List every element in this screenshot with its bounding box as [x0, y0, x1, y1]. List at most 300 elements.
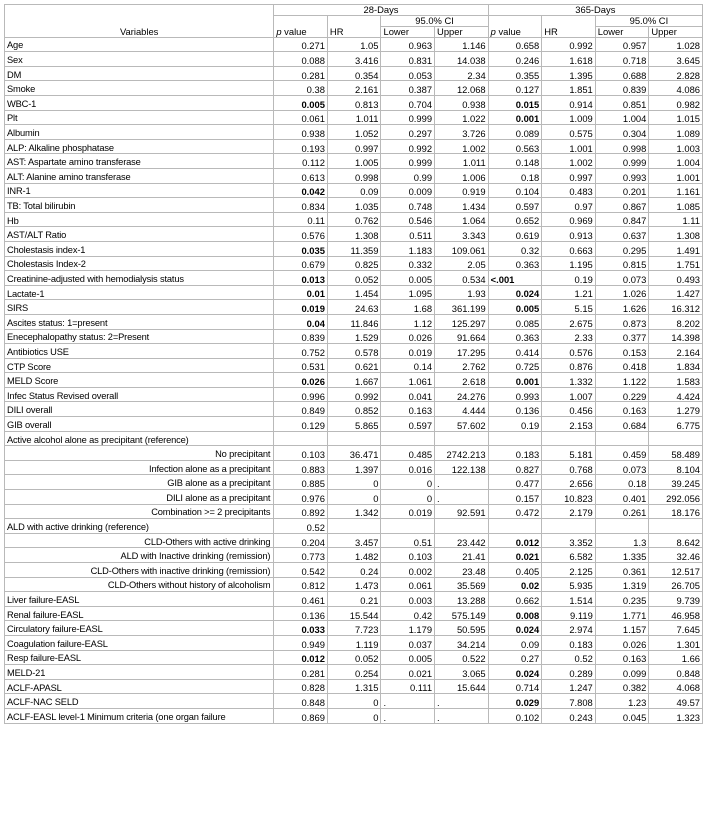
value-cell: 0.957	[595, 37, 649, 52]
value-cell: 0.938	[435, 96, 489, 111]
table-row	[5, 475, 703, 490]
hr-header-365: HR	[542, 15, 596, 37]
value-cell: 0.725	[488, 358, 542, 373]
value-cell: 1.11	[649, 212, 703, 227]
value-cell: 0.852	[327, 402, 381, 417]
variable-label: TB: Total bilirubin	[5, 198, 274, 213]
value-cell: 0.848	[274, 694, 328, 709]
value-cell: 0.103	[274, 446, 328, 461]
value-cell: 1.454	[327, 285, 381, 300]
value-cell: 1.183	[381, 241, 435, 256]
value-cell: 32.46	[649, 548, 703, 563]
value-cell: 0.997	[327, 139, 381, 154]
value-cell: 1.052	[327, 125, 381, 140]
lower-header-365: Lower	[595, 26, 649, 37]
value-cell: 1.015	[649, 110, 703, 125]
variable-label: GIB overall	[5, 417, 274, 432]
value-cell: 1.618	[542, 52, 596, 67]
group-header-365-days: 365-Days	[488, 5, 702, 16]
value-cell: 0.024	[488, 621, 542, 636]
value-cell: 1.195	[542, 256, 596, 271]
value-cell: 0.546	[381, 212, 435, 227]
value-cell: 0.652	[488, 212, 542, 227]
value-cell: 0.575	[542, 125, 596, 140]
variable-label: No precipitant	[5, 446, 274, 461]
value-cell: 24.63	[327, 300, 381, 315]
value-cell: 1.05	[327, 37, 381, 52]
value-cell: 0.885	[274, 475, 328, 490]
value-cell: 0.009	[381, 183, 435, 198]
value-cell: 0.136	[274, 606, 328, 621]
value-cell: 0.289	[542, 665, 596, 680]
value-cell: 1.93	[435, 285, 489, 300]
value-cell: 1.332	[542, 373, 596, 388]
value-cell: 1.308	[327, 227, 381, 242]
statistics-table-container	[4, 4, 703, 724]
value-cell: 0.762	[327, 212, 381, 227]
variable-label: MELD Score	[5, 373, 274, 388]
value-cell: 39.245	[649, 475, 703, 490]
value-cell: 0.332	[381, 256, 435, 271]
table-row	[5, 373, 703, 388]
value-cell: 1.002	[542, 154, 596, 169]
value-cell: 12.068	[435, 81, 489, 96]
value-cell: 0.005	[381, 271, 435, 286]
table-row	[5, 110, 703, 125]
value-cell: 0.005	[488, 300, 542, 315]
value-cell: 1.583	[649, 373, 703, 388]
variable-label: ALD with active drinking (reference)	[5, 519, 274, 534]
value-cell: 0.012	[274, 650, 328, 665]
value-cell: 0.999	[381, 154, 435, 169]
value-cell: 0.254	[327, 665, 381, 680]
value-cell: 16.312	[649, 300, 703, 315]
value-cell: 1.085	[649, 198, 703, 213]
value-cell: 11.359	[327, 241, 381, 256]
value-cell: 0.663	[542, 241, 596, 256]
value-cell: 125.297	[435, 314, 489, 329]
value-cell: 21.41	[435, 548, 489, 563]
variable-label: Hb	[5, 212, 274, 227]
table-row	[5, 548, 703, 563]
value-cell: 0.827	[488, 460, 542, 475]
variable-label: Antibiotics USE	[5, 344, 274, 359]
table-row	[5, 271, 703, 286]
value-cell: 0.261	[595, 504, 649, 519]
value-cell: 23.442	[435, 533, 489, 548]
value-cell: 49.57	[649, 694, 703, 709]
table-row	[5, 490, 703, 505]
value-cell: 1.851	[542, 81, 596, 96]
value-cell: 0.026	[381, 329, 435, 344]
value-cell: 0.511	[381, 227, 435, 242]
table-row	[5, 96, 703, 111]
variable-label: ALP: Alkaline phosphatase	[5, 139, 274, 154]
table-row	[5, 168, 703, 183]
value-cell: 1.002	[435, 139, 489, 154]
value-cell: 0.235	[595, 592, 649, 607]
table-row	[5, 37, 703, 52]
table-row	[5, 81, 703, 96]
value-cell: 1.315	[327, 679, 381, 694]
value-cell: 46.958	[649, 606, 703, 621]
value-cell: 0.456	[542, 402, 596, 417]
value-cell: 1.21	[542, 285, 596, 300]
variable-label: ACLF-NAC SELD	[5, 694, 274, 709]
variable-label: AST: Aspartate amino transferase	[5, 154, 274, 169]
value-cell: 0.045	[595, 708, 649, 723]
value-cell	[327, 519, 381, 534]
value-cell: 1.161	[649, 183, 703, 198]
variable-label: Infec Status Revised overall	[5, 387, 274, 402]
value-cell: 17.295	[435, 344, 489, 359]
value-cell: 1.007	[542, 387, 596, 402]
value-cell: .	[435, 490, 489, 505]
value-cell: 0.839	[274, 329, 328, 344]
value-cell: 0.892	[274, 504, 328, 519]
value-cell: 0.073	[595, 460, 649, 475]
value-cell: 1.026	[595, 285, 649, 300]
table-row	[5, 460, 703, 475]
value-cell: 2.974	[542, 621, 596, 636]
value-cell: 1.122	[595, 373, 649, 388]
table-row	[5, 52, 703, 67]
value-cell: 0.993	[488, 387, 542, 402]
variable-label: Lactate-1	[5, 285, 274, 300]
value-cell: 0.938	[274, 125, 328, 140]
value-cell: 0.718	[595, 52, 649, 67]
variable-label: Combination >= 2 precipitants	[5, 504, 274, 519]
value-cell: 0.969	[542, 212, 596, 227]
variable-label: ACLF-APASL	[5, 679, 274, 694]
value-cell: 1.003	[649, 139, 703, 154]
value-cell: 0.129	[274, 417, 328, 432]
value-cell: 0.768	[542, 460, 596, 475]
value-cell: 0.015	[488, 96, 542, 111]
table-row	[5, 446, 703, 461]
value-cell: 0.461	[274, 592, 328, 607]
value-cell: 0.229	[595, 387, 649, 402]
value-cell: 0.037	[381, 635, 435, 650]
value-cell: 0.377	[595, 329, 649, 344]
table-row	[5, 329, 703, 344]
value-cell: 0.363	[488, 256, 542, 271]
variable-label: DILI alone as a precipitant	[5, 490, 274, 505]
value-cell: 9.739	[649, 592, 703, 607]
value-cell: 7.723	[327, 621, 381, 636]
p-value-header-28: p value	[274, 15, 328, 37]
value-cell: 0.542	[274, 563, 328, 578]
value-cell: 0.847	[595, 212, 649, 227]
value-cell: 0.27	[488, 650, 542, 665]
variable-label: ALT: Alanine amino transferase	[5, 168, 274, 183]
value-cell: 0.999	[595, 154, 649, 169]
value-cell: 0.026	[274, 373, 328, 388]
value-cell: 5.181	[542, 446, 596, 461]
value-cell: 0.849	[274, 402, 328, 417]
value-cell: 0.637	[595, 227, 649, 242]
table-row	[5, 694, 703, 709]
value-cell: 0.828	[274, 679, 328, 694]
value-cell: 2.33	[542, 329, 596, 344]
value-cell: 0.008	[488, 606, 542, 621]
value-cell: 2.675	[542, 314, 596, 329]
value-cell: 0.999	[381, 110, 435, 125]
value-cell: 0.684	[595, 417, 649, 432]
value-cell: 0.99	[381, 168, 435, 183]
table-row	[5, 154, 703, 169]
table-row	[5, 66, 703, 81]
value-cell: 0.111	[381, 679, 435, 694]
value-cell: 9.119	[542, 606, 596, 621]
value-cell: 12.517	[649, 563, 703, 578]
value-cell: 1.005	[327, 154, 381, 169]
value-cell: 0	[381, 475, 435, 490]
value-cell: 0.485	[381, 446, 435, 461]
value-cell: 0.992	[381, 139, 435, 154]
value-cell: 0.09	[327, 183, 381, 198]
value-cell: 0.24	[327, 563, 381, 578]
value-cell: 0.157	[488, 490, 542, 505]
value-cell: 0.405	[488, 563, 542, 578]
value-cell: 0.867	[595, 198, 649, 213]
value-cell: 0.679	[274, 256, 328, 271]
value-cell: 0.04	[274, 314, 328, 329]
value-cell: 8.202	[649, 314, 703, 329]
value-cell: 0.976	[274, 490, 328, 505]
value-cell: 0.493	[649, 271, 703, 286]
value-cell	[327, 431, 381, 446]
value-cell: 58.489	[649, 446, 703, 461]
table-row	[5, 563, 703, 578]
value-cell	[488, 519, 542, 534]
value-cell: 0.522	[435, 650, 489, 665]
value-cell: 0.998	[595, 139, 649, 154]
value-cell: 2.762	[435, 358, 489, 373]
value-cell: 0.112	[274, 154, 328, 169]
value-cell: 1.3	[595, 533, 649, 548]
ci-header-28: 95.0% CI	[381, 15, 488, 26]
value-cell: 0.271	[274, 37, 328, 52]
table-row	[5, 650, 703, 665]
value-cell: 57.602	[435, 417, 489, 432]
value-cell: 0.354	[327, 66, 381, 81]
value-cell: 0.613	[274, 168, 328, 183]
value-cell: 1.001	[542, 139, 596, 154]
table-row	[5, 592, 703, 607]
group-header-28-days: 28-Days	[274, 5, 488, 16]
value-cell: 0.658	[488, 37, 542, 52]
value-cell: 0.005	[381, 650, 435, 665]
value-cell: 2.656	[542, 475, 596, 490]
value-cell: .	[381, 694, 435, 709]
value-cell: 3.457	[327, 533, 381, 548]
variable-label: Coagulation failure-EASL	[5, 635, 274, 650]
value-cell: 0.831	[381, 52, 435, 67]
variable-label: Smoke	[5, 81, 274, 96]
value-cell: 0.998	[327, 168, 381, 183]
value-cell: 8.642	[649, 533, 703, 548]
value-cell: 0.104	[488, 183, 542, 198]
value-cell: 1.342	[327, 504, 381, 519]
value-cell: 26.705	[649, 577, 703, 592]
value-cell: 0.029	[488, 694, 542, 709]
value-cell: 0.002	[381, 563, 435, 578]
value-cell: 0.003	[381, 592, 435, 607]
value-cell: 1.011	[327, 110, 381, 125]
value-cell: 0.619	[488, 227, 542, 242]
value-cell: 2742.213	[435, 446, 489, 461]
value-cell	[435, 431, 489, 446]
value-cell: 0.246	[488, 52, 542, 67]
value-cell: 13.288	[435, 592, 489, 607]
upper-header-28: Upper	[435, 26, 489, 37]
table-row	[5, 708, 703, 723]
value-cell: 122.138	[435, 460, 489, 475]
value-cell: 1.157	[595, 621, 649, 636]
value-cell: 1.335	[595, 548, 649, 563]
value-cell	[381, 519, 435, 534]
value-cell: 35.569	[435, 577, 489, 592]
variable-label: CLD-Others with inactive drinking (remission)	[5, 563, 274, 578]
table-row	[5, 635, 703, 650]
value-cell: 0.204	[274, 533, 328, 548]
value-cell	[595, 431, 649, 446]
value-cell: 34.214	[435, 635, 489, 650]
value-cell: 3.065	[435, 665, 489, 680]
variable-label: CTP Score	[5, 358, 274, 373]
value-cell: 1.626	[595, 300, 649, 315]
value-cell: 0.363	[488, 329, 542, 344]
value-cell: .	[435, 475, 489, 490]
value-cell: 0.297	[381, 125, 435, 140]
value-cell: 0.19	[488, 417, 542, 432]
value-cell: 1.028	[649, 37, 703, 52]
value-cell: 1.009	[542, 110, 596, 125]
table-row	[5, 504, 703, 519]
value-cell: 0.472	[488, 504, 542, 519]
value-cell: .	[435, 694, 489, 709]
value-cell: 6.582	[542, 548, 596, 563]
variable-label: SIRS	[5, 300, 274, 315]
variable-label: Ascites status: 1=present	[5, 314, 274, 329]
variable-label: ALD with Inactive drinking (remission)	[5, 548, 274, 563]
table-row	[5, 665, 703, 680]
value-cell: 1.022	[435, 110, 489, 125]
p-value-header-365: p value	[488, 15, 542, 37]
value-cell: 0.387	[381, 81, 435, 96]
value-cell: 0.005	[274, 96, 328, 111]
table-row	[5, 256, 703, 271]
variable-label: MELD-21	[5, 665, 274, 680]
table-body	[5, 37, 703, 723]
value-cell: 2.125	[542, 563, 596, 578]
value-cell: 24.276	[435, 387, 489, 402]
value-cell	[542, 431, 596, 446]
value-cell: 0.834	[274, 198, 328, 213]
value-cell: 1.397	[327, 460, 381, 475]
table-row	[5, 533, 703, 548]
value-cell: 0.813	[327, 96, 381, 111]
value-cell	[488, 431, 542, 446]
value-cell: 0.103	[381, 548, 435, 563]
value-cell: 0.597	[488, 198, 542, 213]
value-cell: 14.038	[435, 52, 489, 67]
value-cell: 0.992	[542, 37, 596, 52]
value-cell: 0.919	[435, 183, 489, 198]
header-row-groups	[5, 5, 703, 16]
value-cell: 0.243	[542, 708, 596, 723]
value-cell: 0.534	[435, 271, 489, 286]
value-cell: 0.127	[488, 81, 542, 96]
variable-label: Cholestasis index-1	[5, 241, 274, 256]
value-cell: 0.089	[488, 125, 542, 140]
table-row	[5, 606, 703, 621]
value-cell: 11.846	[327, 314, 381, 329]
value-cell: 1.095	[381, 285, 435, 300]
value-cell: 0.136	[488, 402, 542, 417]
value-cell: 0.773	[274, 548, 328, 563]
variable-label: Resp failure-EASL	[5, 650, 274, 665]
value-cell: 23.48	[435, 563, 489, 578]
value-cell: 0.001	[488, 373, 542, 388]
value-cell: 3.352	[542, 533, 596, 548]
value-cell	[542, 519, 596, 534]
ci-header-365: 95.0% CI	[595, 15, 702, 26]
variable-label: Sex	[5, 52, 274, 67]
value-cell: 0.163	[381, 402, 435, 417]
table-row	[5, 183, 703, 198]
value-cell: 0.026	[595, 635, 649, 650]
value-cell	[649, 431, 703, 446]
value-cell: 0.016	[381, 460, 435, 475]
table-row	[5, 387, 703, 402]
value-cell: 2.161	[327, 81, 381, 96]
value-cell: 1.23	[595, 694, 649, 709]
value-cell: 15.544	[327, 606, 381, 621]
value-cell: 0.839	[595, 81, 649, 96]
value-cell: 0.061	[381, 577, 435, 592]
value-cell: 3.343	[435, 227, 489, 242]
variable-label: Enecephalopathy status: 2=Present	[5, 329, 274, 344]
value-cell: 0.483	[542, 183, 596, 198]
value-cell: 0.825	[327, 256, 381, 271]
value-cell: 2.153	[542, 417, 596, 432]
value-cell: 0.183	[542, 635, 596, 650]
value-cell: 1.473	[327, 577, 381, 592]
value-cell: 3.416	[327, 52, 381, 67]
value-cell: 0.281	[274, 665, 328, 680]
value-cell: 0.748	[381, 198, 435, 213]
value-cell: 14.398	[649, 329, 703, 344]
value-cell: 1.061	[381, 373, 435, 388]
value-cell: 18.176	[649, 504, 703, 519]
value-cell: 0.401	[595, 490, 649, 505]
value-cell: 0	[327, 708, 381, 723]
value-cell: 0.52	[542, 650, 596, 665]
value-cell: 0.019	[274, 300, 328, 315]
value-cell: .	[435, 708, 489, 723]
value-cell: 0.053	[381, 66, 435, 81]
table-row	[5, 314, 703, 329]
value-cell: 0.052	[327, 271, 381, 286]
value-cell: 0	[327, 475, 381, 490]
value-cell: 3.726	[435, 125, 489, 140]
value-cell: 0.563	[488, 139, 542, 154]
variable-label: Plt	[5, 110, 274, 125]
value-cell: 91.664	[435, 329, 489, 344]
value-cell: 2.164	[649, 344, 703, 359]
